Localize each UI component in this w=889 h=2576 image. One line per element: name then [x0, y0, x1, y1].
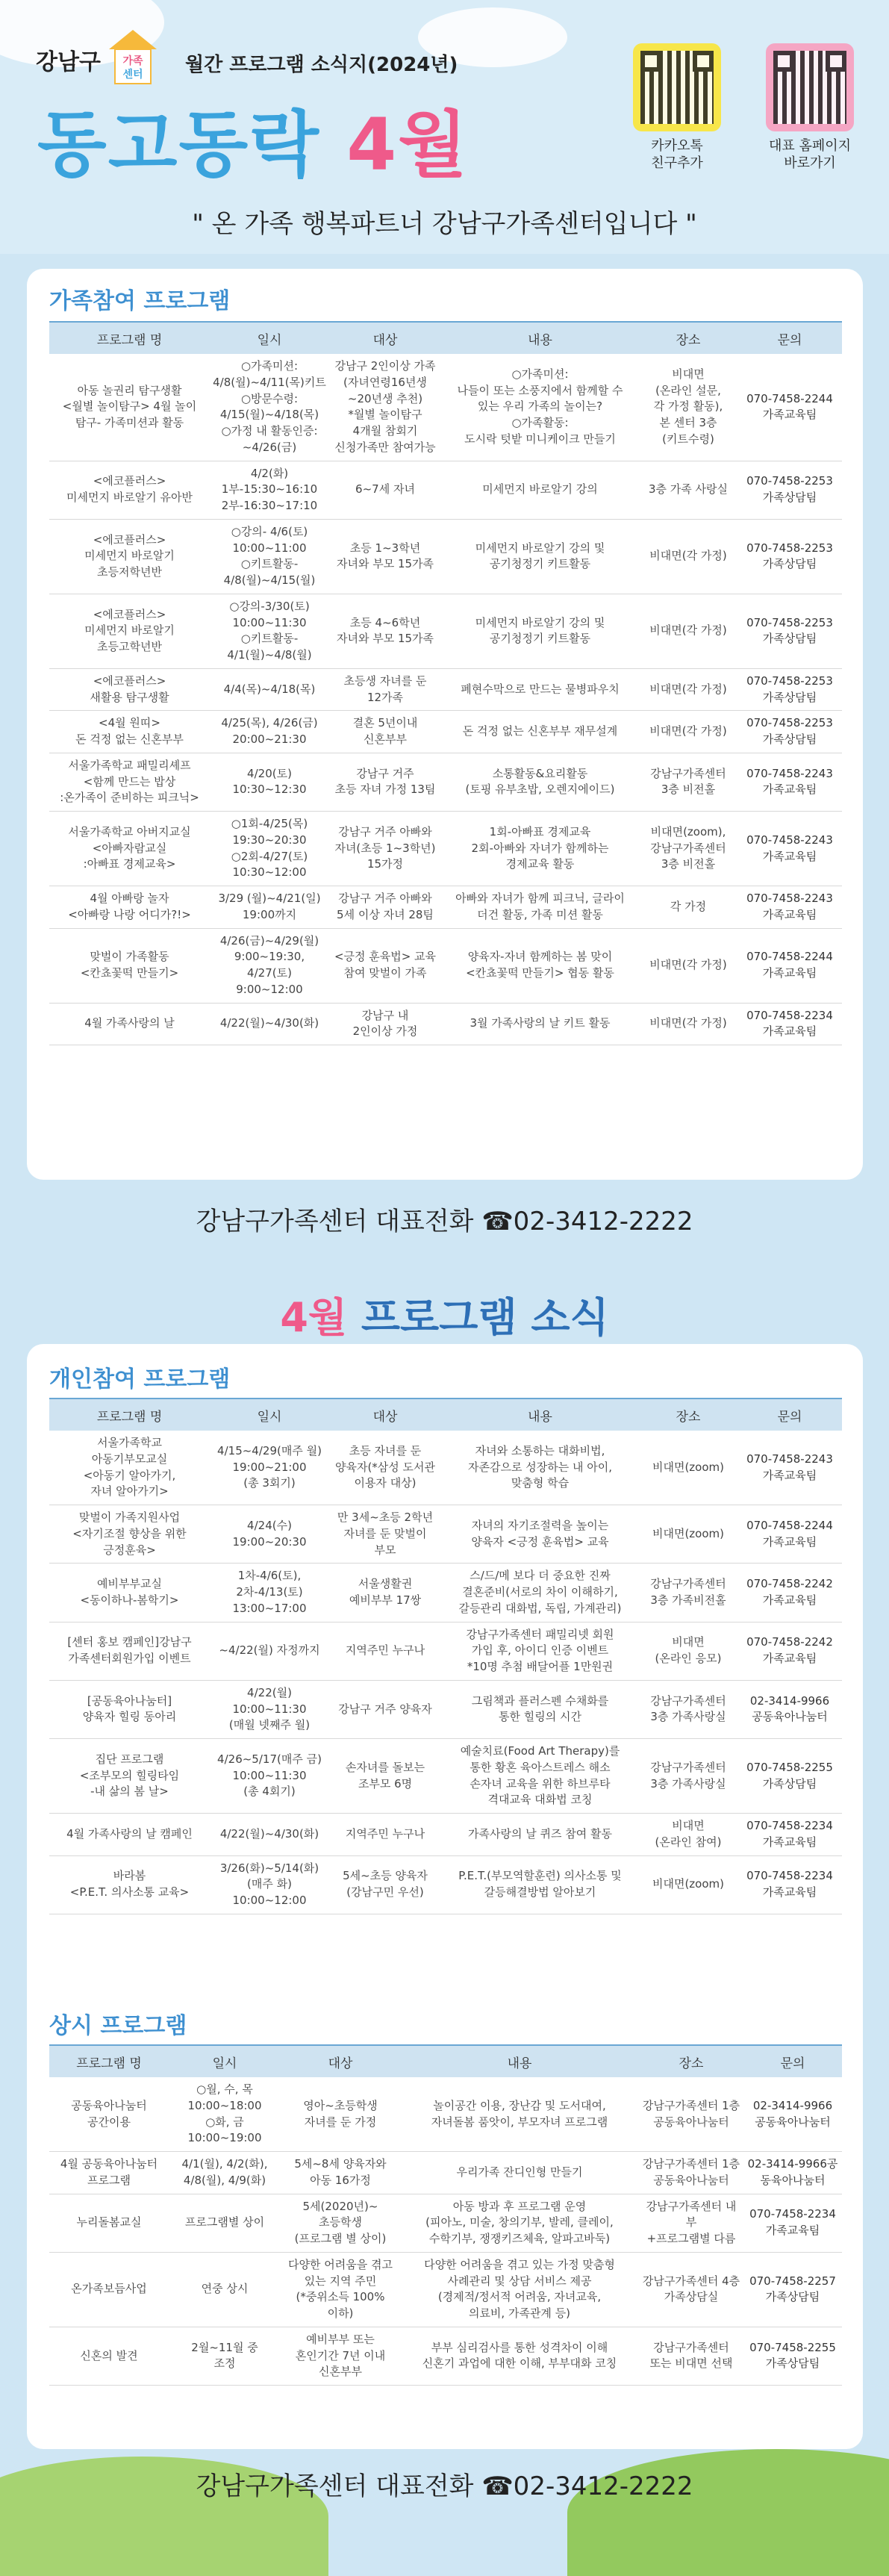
table-cell: ○강의- 4/6(토) 10:00~11:00 ○키트활동- 4/8(월)~4/15(월): [210, 519, 329, 594]
table-cell: 미세먼지 바로알기 강의 및 공기청정기 키트활동: [441, 594, 639, 668]
column-header: 일시: [169, 2045, 281, 2077]
table-cell: 6~7세 자녀: [329, 461, 441, 519]
subtitle: 월간 프로그램 소식지(2024년): [185, 54, 458, 76]
table-cell: 02-3414-9966공 동육아나눔터: [743, 2152, 842, 2194]
table-row: [49, 1739, 842, 1814]
table-cell: 강남구가족센터 내부 +프로그램별 다름: [639, 2194, 743, 2252]
table-cell: 다양한 어려움을 겪고 있는 가정 맞춤형 사례관리 및 상담 서비스 제공 (경제적/정서적 어려움, 자녀교육, 의료비, 가족관계 등): [400, 2252, 639, 2327]
table-cell: 그림책과 플러스펜 수채화를 통한 힐링의 시간: [441, 1680, 639, 1738]
table-cell: 강남구가족센터 4층 가족상담실: [639, 2252, 743, 2327]
table-cell: 070-7458-2253 가족상담팀: [737, 668, 842, 711]
table-cell: 온가족보듬사업: [49, 2252, 169, 2327]
table-cell: 영아~초등학생 자녀를 둔 가정: [281, 2077, 400, 2152]
table-cell: 070-7458-2244 가족교육팀: [737, 354, 842, 461]
table-cell: 5세~초등 양육자 (강남구민 우선): [329, 1855, 441, 1914]
table-cell: 4/22(월) 10:00~11:30 (매월 넷째주 월): [210, 1680, 329, 1738]
table-cell: 070-7458-2243 가족교육팀: [737, 812, 842, 886]
table-cell: 서울가족학교 아동기부모교실 <아동기 알아가기, 자녀 알아가기>: [49, 1431, 210, 1505]
column-header: 프로그램 명: [49, 1399, 210, 1431]
svg-text:센터: 센터: [122, 69, 143, 81]
table-cell: 070-7458-2244 가족교육팀: [737, 928, 842, 1003]
column-header: 내용: [441, 322, 639, 354]
table-cell: 프로그램별 상이: [169, 2194, 281, 2252]
column-header: 내용: [441, 1399, 639, 1431]
table-cell: 4/22(월)~4/30(화): [210, 1003, 329, 1045]
table-row: [49, 812, 842, 886]
table-cell: 4/22(월)~4/30(화): [210, 1814, 329, 1856]
table-row: [49, 711, 842, 753]
table-cell: 비대면(각 가정): [639, 1003, 737, 1045]
table-row: [49, 594, 842, 668]
table-cell: 비대면(zoom): [639, 1431, 737, 1505]
table-row: [49, 1564, 842, 1622]
phone-footer-bottom: 강남구가족센터 대표전화 ☎02-3412-2222: [196, 2471, 693, 2501]
table-cell: ○가족미션: 4/8(월)~4/11(목)키트 ○방문수령: 4/15(월)~4/18(목) ○가정 내 활동인증: ~4/26(금): [210, 354, 329, 461]
table-header-row: [49, 1399, 842, 1431]
personal-program-card: [27, 1344, 863, 2449]
section2-month: 4월: [280, 1294, 348, 1341]
table-cell: ○강의-3/30(토) 10:00~11:30 ○키트활동- 4/1(월)~4/8(월): [210, 594, 329, 668]
table-cell: 강남구 거주 아빠와 5세 이상 자녀 28팀: [329, 886, 441, 929]
column-header: 대상: [329, 1399, 441, 1431]
table-cell: 070-7458-2234 가족교육팀: [743, 2194, 842, 2252]
table-cell: 놀이공간 이용, 장난감 및 도서대여, 자녀돌봄 품앗이, 부모자녀 프로그램: [400, 2077, 639, 2152]
table-row: [49, 1505, 842, 1564]
table-cell: 맞벌이 가족지원사업 <자기조절 향상을 위한 긍정훈육>: [49, 1505, 210, 1564]
table-cell: 부부 심리검사를 통한 성격차이 이해 신혼기 과업에 대한 이해, 부부대화 코칭: [400, 2327, 639, 2385]
table-row: [49, 928, 842, 1003]
table-cell: 초등 1~3학년 자녀와 부모 15가족: [329, 519, 441, 594]
table-cell: 2월~11월 중 조정: [169, 2327, 281, 2385]
personal-section-title: 개인참여 프로그램: [49, 1366, 231, 1393]
table-cell: 강남구 거주 아빠와 자녀(초등 1~3학년) 15가정: [329, 812, 441, 886]
table-row: [49, 753, 842, 811]
table-cell: 070-7458-2234 가족교육팀: [737, 1003, 842, 1045]
column-header: 내용: [400, 2045, 639, 2077]
table-cell: 가족사랑의 날 퀴즈 참여 활동: [441, 1814, 639, 1856]
table-row: [49, 1855, 842, 1914]
table-cell: ○가족미션: 나들이 또는 소풍지에서 함께할 수 있는 우리 가족의 놀이는? ○가족활동: 도시락 텃밭 미니케이크 만들기: [441, 354, 639, 461]
table-cell: 돈 걱정 없는 신혼부부 재무설계: [441, 711, 639, 753]
table-cell: [센터 홍보 캠페인]강남구 가족센터회원가입 이벤트: [49, 1622, 210, 1680]
table-cell: 강남구가족센터 1층 공동육아나눔터: [639, 2077, 743, 2152]
table-row: [49, 1680, 842, 1738]
table-cell: 4월 아빠랑 놀자 <아빠랑 나랑 어디가?!>: [49, 886, 210, 929]
table-cell: 강남구가족센터 또는 비대면 선택: [639, 2327, 743, 2385]
table-header-row: [49, 322, 842, 354]
table-cell: 02-3414-9966 공동육아나눔터: [743, 2077, 842, 2152]
table-cell: 폐현수막으로 만드는 물병파우치: [441, 668, 639, 711]
table-cell: 각 가정: [639, 886, 737, 929]
table-cell: 강남구가족센터 1층 공동육아나눔터: [639, 2152, 743, 2194]
table-cell: 미세먼지 바로알기 강의: [441, 461, 639, 519]
personal-program-table: [49, 1398, 842, 1914]
table-cell: <긍정 훈육법> 교육 참여 맞벌이 가족: [329, 928, 441, 1003]
table-cell: 4/1(월), 4/2(화), 4/8(월), 4/9(화): [169, 2152, 281, 2194]
table-row: [49, 1814, 842, 1856]
title-month: 4월: [346, 103, 469, 187]
table-cell: 4/24(수) 19:00~20:30: [210, 1505, 329, 1564]
table-cell: 비대면(각 가정): [639, 711, 737, 753]
table-row: [49, 2327, 842, 2385]
table-cell: 4/26~5/17(매주 금) 10:00~11:30 (총 4회기): [210, 1739, 329, 1814]
table-cell: 서울가족학교 패밀리셰프 <함께 만드는 밥상 :온가족이 준비하는 피크닉>: [49, 753, 210, 811]
table-cell: 아빠와 자녀가 함께 피크닉, 글라이 더건 활동, 가족 미션 활동: [441, 886, 639, 929]
table-cell: 아동 놀권리 탐구생활 <월별 놀이탐구> 4월 놀이 탐구- 가족미션과 활동: [49, 354, 210, 461]
column-header: 문의: [737, 1399, 842, 1431]
table-cell: 3월 가족사랑의 날 키트 활동: [441, 1003, 639, 1045]
column-header: 문의: [737, 322, 842, 354]
table-cell: <에코플러스> 미세먼지 바로알기 초등고학년반: [49, 594, 210, 668]
table-cell: 집단 프로그램 <조부모의 힐링타임 -내 삶의 봄 날>: [49, 1739, 210, 1814]
table-cell: 비대면 (온라인 설문, 각 가정 활동), 본 센터 3층 (키트수령): [639, 354, 737, 461]
table-cell: 070-7458-2253 가족상담팀: [737, 711, 842, 753]
table-cell: 070-7458-2253 가족상담팀: [737, 594, 842, 668]
table-cell: 5세(2020년)~ 초등학생 (프로그램 별 상이): [281, 2194, 400, 2252]
table-cell: 신혼의 발견: [49, 2327, 169, 2385]
table-cell: <에코플러스> 새활용 탐구생활: [49, 668, 210, 711]
column-header: 문의: [743, 2045, 842, 2077]
column-header: 장소: [639, 2045, 743, 2077]
table-row: [49, 2152, 842, 2194]
table-cell: 비대면(각 가정): [639, 668, 737, 711]
column-header: 장소: [639, 322, 737, 354]
regular-section-title: 상시 프로그램: [49, 2013, 187, 2039]
table-cell: 비대면(zoom): [639, 1505, 737, 1564]
table-cell: 강남구가족센터 3층 가족사랑실: [639, 1739, 737, 1814]
kakao-qr-code[interactable]: [633, 43, 721, 131]
table-cell: 비대면(각 가정): [639, 594, 737, 668]
table-row: [49, 461, 842, 519]
table-cell: 지역주민 누구나: [329, 1622, 441, 1680]
table-cell: 강남구 2인이상 가족 (자녀연령16년생 ~20년생 추천) *월별 놀이탐구 4개월 참회기 신청가족만 참여가능: [329, 354, 441, 461]
table-cell: 070-7458-2234 가족교육팀: [737, 1855, 842, 1914]
table-cell: 강남구 거주 초등 자녀 가정 13팀: [329, 753, 441, 811]
table-cell: 4/26(금)~4/29(월) 9:00~19:30, 4/27(토) 9:00~12:00: [210, 928, 329, 1003]
section2-title: [0, 1286, 889, 1343]
table-cell: 5세~8세 양육자와 아동 16가정: [281, 2152, 400, 2194]
kakao-qr-label: 카카오톡 친구추가: [651, 138, 703, 172]
table-cell: <에코플러스> 미세먼지 바로알기 초등저학년반: [49, 519, 210, 594]
table-cell: 예술치료(Food Art Therapy)를 통한 황혼 육아스트레스 해소 손자녀 교육을 위한 하브루타 격대교육 대화법 코칭: [441, 1739, 639, 1814]
table-cell: 초등생 자녀를 둔 12가족: [329, 668, 441, 711]
table-cell: 누리돌봄교실: [49, 2194, 169, 2252]
table-cell: 서울생활권 예비부부 17쌍: [329, 1564, 441, 1622]
brand-name: 강남구: [36, 49, 101, 75]
table-cell: 070-7458-2243 가족교육팀: [737, 886, 842, 929]
column-header: 일시: [210, 322, 329, 354]
table-cell: 비대면 (온라인 참여): [639, 1814, 737, 1856]
table-cell: 결혼 5년이내 신혼부부: [329, 711, 441, 753]
family-program-card: [27, 269, 863, 1180]
family-center-logo: [106, 27, 160, 87]
column-header: 대상: [329, 322, 441, 354]
table-cell: 스/드/메 보다 더 중요한 진짜 결혼준비(서로의 차이 이해하기, 갈등관리 대화법, 독립, 가계관리): [441, 1564, 639, 1622]
table-cell: 070-7458-2243 가족교육팀: [737, 1431, 842, 1505]
table-cell: 070-7458-2255 가족상담팀: [737, 1739, 842, 1814]
table-cell: 만 3세~초등 2학년 자녀를 둔 맞벌이 부모: [329, 1505, 441, 1564]
table-cell: 070-7458-2243 가족교육팀: [737, 753, 842, 811]
table-cell: 초등 자녀를 둔 양육자(*삼성 도서관 이용자 대상): [329, 1431, 441, 1505]
family-program-table: [49, 321, 842, 1045]
table-cell: 강남구 거주 양육자: [329, 1680, 441, 1738]
table-row: [49, 354, 842, 461]
title-main: 동고동락: [37, 103, 320, 187]
table-row: [49, 2194, 842, 2252]
table-cell: 4/20(토) 10:30~12:30: [210, 753, 329, 811]
table-cell: 초등 4~6학년 자녀와 부모 15가족: [329, 594, 441, 668]
table-cell: 비대면(각 가정): [639, 928, 737, 1003]
table-cell: 공동육아나눔터 공간이용: [49, 2077, 169, 2152]
main-title: [37, 88, 469, 190]
table-header-row: [49, 2045, 842, 2077]
table-cell: 바라봄 <P.E.T. 의사소통 교육>: [49, 1855, 210, 1914]
table-row: [49, 1622, 842, 1680]
homepage-qr-label: 대표 홈페이지 바로가기: [768, 138, 852, 172]
table-cell: 비대면(각 가정): [639, 519, 737, 594]
table-cell: 소통활동&요리활동 (토핑 유부초밥, 오렌지에이드): [441, 753, 639, 811]
family-section-title: 가족참여 프로그램: [49, 288, 231, 314]
table-cell: ○1회-4/25(목) 19:30~20:30 ○2회-4/27(토) 10:30~12:00: [210, 812, 329, 886]
table-cell: ~4/22(월) 자정까지: [210, 1622, 329, 1680]
column-header: 장소: [639, 1399, 737, 1431]
table-cell: 3층 가족 사랑실: [639, 461, 737, 519]
table-cell: 4/2(화) 1부-15:30~16:10 2부-16:30~17:10: [210, 461, 329, 519]
table-cell: 강남구가족센터 3층 비전홀: [639, 753, 737, 811]
svg-text:가족: 가족: [122, 55, 143, 67]
table-cell: 자녀의 자기조절력을 높이는 양육자 <긍정 훈육법> 교육: [441, 1505, 639, 1564]
table-row: [49, 2077, 842, 2152]
table-cell: 02-3414-9966 공동육아나눔터: [737, 1680, 842, 1738]
table-cell: 4/15~4/29(매주 월) 19:00~21:00 (총 3회기): [210, 1431, 329, 1505]
table-cell: 지역주민 누구나: [329, 1814, 441, 1856]
table-cell: 아동 방과 후 프로그램 운영 (피아노, 미술, 창의기부, 발레, 클레이, 수학기부, 쟁쟁키즈체육, 알파고바둑): [400, 2194, 639, 2252]
phone-footer: 강남구가족센터 대표전화 ☎02-3412-2222: [196, 1207, 693, 1236]
table-cell: 070-7458-2257 가족상담팀: [743, 2252, 842, 2327]
table-cell: 비대면(zoom): [639, 1855, 737, 1914]
table-cell: 양육자-자녀 함께하는 봄 맞이 <칸쵸꽃떡 만들기> 협동 활동: [441, 928, 639, 1003]
table-cell: P.E.T.(부모역할훈련) 의사소통 및 갈등해결방법 알아보기: [441, 1855, 639, 1914]
table-cell: 070-7458-2253 가족상담팀: [737, 461, 842, 519]
table-cell: 4/25(목), 4/26(금) 20:00~21:30: [210, 711, 329, 753]
table-cell: 4월 가족사랑의 날: [49, 1003, 210, 1045]
table-row: [49, 668, 842, 711]
regular-program-table: [49, 2044, 842, 2386]
table-cell: 우리가족 잔디인형 만들기: [400, 2152, 639, 2194]
table-cell: 070-7458-2255 가족상담팀: [743, 2327, 842, 2385]
table-row: [49, 519, 842, 594]
table-cell: 비대면 (온라인 응모): [639, 1622, 737, 1680]
column-header: 프로그램 명: [49, 322, 210, 354]
column-header: 일시: [210, 1399, 329, 1431]
table-cell: 맞벌이 가족활동 <칸쵸꽃떡 만들기>: [49, 928, 210, 1003]
table-cell: 자녀와 소통하는 대화비법, 자존감으로 성장하는 내 아이, 맞춤형 학습: [441, 1431, 639, 1505]
table-row: [49, 1003, 842, 1045]
table-cell: 070-7458-2244 가족교육팀: [737, 1505, 842, 1564]
header: [0, 0, 889, 254]
table-cell: 손자녀를 돌보는 조부모 6명: [329, 1739, 441, 1814]
table-cell: 강남구가족센터 3층 가족비전홀: [639, 1564, 737, 1622]
column-header: 대상: [281, 2045, 400, 2077]
table-cell: 4월 공동육아나눔터 프로그램: [49, 2152, 169, 2194]
table-cell: 1차-4/6(토), 2차-4/13(토) 13:00~17:00: [210, 1564, 329, 1622]
table-cell: 070-7458-2242 가족교육팀: [737, 1622, 842, 1680]
table-cell: ○월, 수, 목 10:00~18:00 ○화, 금 10:00~19:00: [169, 2077, 281, 2152]
table-cell: 4/4(목)~4/18(목): [210, 668, 329, 711]
table-cell: <4월 원띠> 돈 걱정 없는 신혼부부: [49, 711, 210, 753]
table-cell: 강남구 내 2인이상 가정: [329, 1003, 441, 1045]
table-cell: 강남구가족센터 3층 가족사랑실: [639, 1680, 737, 1738]
section2-heading: 프로그램 소식: [361, 1294, 609, 1341]
table-cell: 다양한 어려움을 겪고 있는 지역 주민 (*중위소득 100% 이하): [281, 2252, 400, 2327]
table-cell: 070-7458-2242 가족교육팀: [737, 1564, 842, 1622]
table-cell: 070-7458-2253 가족상담팀: [737, 519, 842, 594]
table-cell: <에코플러스> 미세먼지 바로알기 유아반: [49, 461, 210, 519]
table-cell: 예비부부 또는 혼인기간 7년 이내 신혼부부: [281, 2327, 400, 2385]
table-cell: 연중 상시: [169, 2252, 281, 2327]
table-cell: 3/26(화)~5/14(화) (매주 화) 10:00~12:00: [210, 1855, 329, 1914]
table-cell: [공동육아나눔터] 양육자 힐링 동아리: [49, 1680, 210, 1738]
table-row: [49, 886, 842, 929]
table-cell: 070-7458-2234 가족교육팀: [737, 1814, 842, 1856]
table-cell: 예비부부교실 <동이하나-봄학기>: [49, 1564, 210, 1622]
table-cell: 3/29 (월)~4/21(일) 19:00까지: [210, 886, 329, 929]
slogan: " 온 가족 행복파트너 강남구가족센터입니다 ": [192, 209, 697, 239]
table-cell: 강남구가족센터 패밀리넷 회원 가입 후, 아이디 인증 이벤트 *10명 추첨 배달어플 1만원권: [441, 1622, 639, 1680]
homepage-qr-code[interactable]: [766, 43, 854, 131]
table-cell: 서울가족학교 아버지교실 <아빠자람교실 :아빠표 경제교육>: [49, 812, 210, 886]
table-cell: 미세먼지 바로알기 강의 및 공기청정기 키트활동: [441, 519, 639, 594]
table-row: [49, 2252, 842, 2327]
table-cell: 1회-아빠표 경제교육 2회-아빠와 자녀가 함께하는 경제교육 활동: [441, 812, 639, 886]
column-header: 프로그램 명: [49, 2045, 169, 2077]
table-row: [49, 1431, 842, 1505]
table-cell: 4월 가족사랑의 날 캠페인: [49, 1814, 210, 1856]
table-cell: 비대면(zoom), 강남구가족센터 3층 비전홀: [639, 812, 737, 886]
